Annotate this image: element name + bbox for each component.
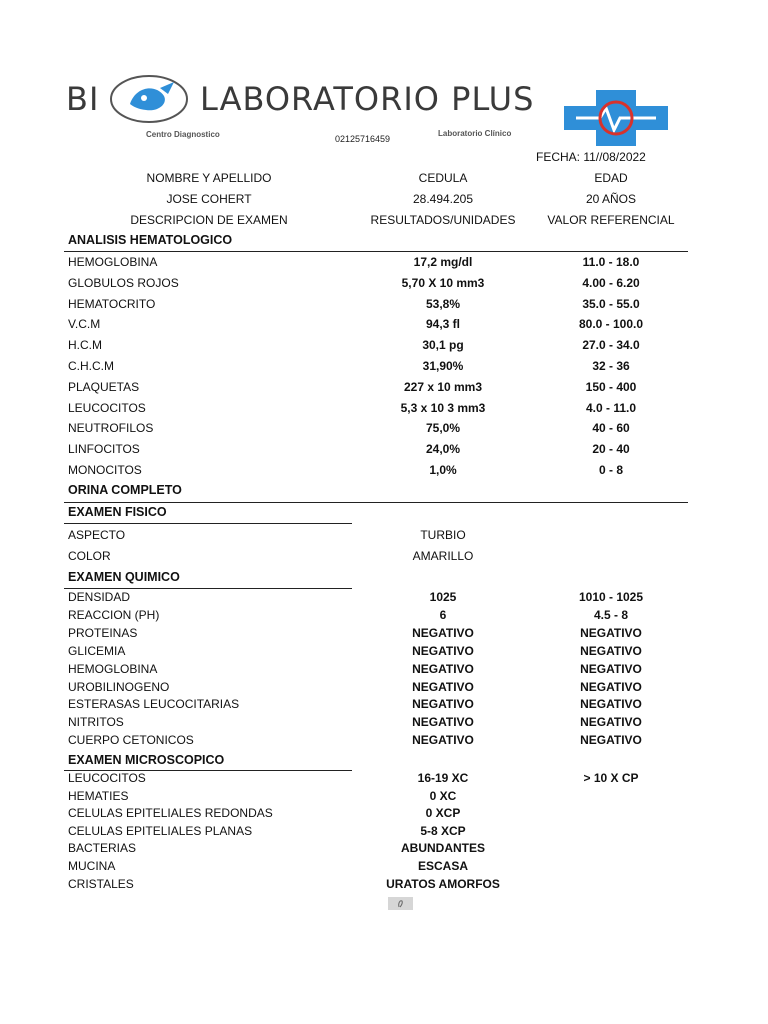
subtitle-left: Centro Diagnostico [146,130,220,139]
table-row: LEUCOCITOS 5,3 x 10 3 mm3 4.0 - 11.0 [68,400,637,415]
col-resultados: RESULTADOS/UNIDADES [370,213,516,227]
phone-number: 02125716459 [335,134,391,144]
row-test-name: PLAQUETAS [68,379,140,394]
medical-cross-icon [560,88,672,148]
section-hematologico: ANALISIS HEMATOLOGICO [68,233,233,247]
brand-right-text: LABORATORIO PLUS [200,80,535,118]
row-test-name: CUERPO CETONICOS [68,733,194,748]
row-test-name: GLOBULOS ROJOS [68,275,179,290]
row-test-name: REACCION (PH) [68,607,160,622]
label-cedula: CEDULA [418,171,468,185]
table-row: BACTERIAS ABUNDANTES [68,841,485,856]
table-row: DENSIDAD 1025 1010 - 1025 [68,590,644,604]
table-row: PROTEINAS NEGATIVO NEGATIVO [68,625,642,640]
table-row: CELULAS EPITELIALES PLANAS 5-8 XCP [68,823,466,838]
row-test-name: HEMOGLOBINA [68,255,158,269]
mouse-logo-icon [108,74,190,124]
table-row: HEMATIES 0 XC [68,788,457,803]
report-date: FECHA: 11//08/2022 [536,150,646,164]
row-test-name: ASPECTO [68,528,126,542]
row-test-name: C.H.C.M [68,359,114,373]
row-test-name: LINFOCITOS [68,442,140,457]
table-row: GLOBULOS ROJOS 5,70 X 10 mm3 4.00 - 6.20 [68,275,640,290]
row-test-name: NEUTROFILOS [68,421,154,436]
row-test-name: PROTEINAS [68,625,138,640]
subtitle-right: Laboratorio Clínico [438,129,512,138]
table-row: NEUTROFILOS 75,0% 40 - 60 [68,421,630,436]
divider-fisico [64,523,352,524]
row-test-name: UROBILINOGENO [68,679,170,694]
row-test-name: CRISTALES [68,876,134,891]
row-test-name: DENSIDAD [68,590,131,604]
row-test-name: CELULAS EPITELIALES PLANAS [68,823,253,838]
patient-edad: 20 AÑOS [585,192,637,206]
table-row: HEMOGLOBINA NEGATIVO NEGATIVO [68,661,642,676]
label-name: NOMBRE Y APELLIDO [146,171,272,185]
row-test-name: MONOCITOS [68,463,142,477]
table-row: COLOR AMARILLO [68,549,474,563]
row-test-name: GLICEMIA [68,643,126,658]
row-test-name: ESTERASAS LEUCOCITARIAS [68,697,240,712]
table-row: GLICEMIA NEGATIVO NEGATIVO [68,643,642,658]
col-descripcion: DESCRIPCION DE EXAMEN [130,213,288,227]
row-test-name: HEMOGLOBINA [68,661,158,676]
row-test-name: MUCINA [68,859,116,873]
attachment-icon [388,897,413,910]
table-row: ASPECTO TURBIO [68,528,466,542]
table-row: LEUCOCITOS 16-19 XC > 10 X CP [68,771,639,785]
col-referencial: VALOR REFERENCIAL [547,213,675,227]
row-test-name: V.C.M [68,317,101,332]
section-fisico: EXAMEN FISICO [68,505,167,519]
table-row: ESTERASAS LEUCOCITARIAS NEGATIVO NEGATIVO [68,697,642,712]
section-orina: ORINA COMPLETO [68,483,182,497]
section-quimico: EXAMEN QUIMICO [68,570,180,584]
table-row: C.H.C.M 31,90% 32 - 36 [68,359,630,373]
brand-left-text: BI [66,80,100,118]
table-row: REACCION (PH) 6 4.5 - 8 [68,607,629,622]
table-row: HEMOGLOBINA 17,2 mg/dl 11.0 - 18.0 [68,255,640,269]
table-row: CUERPO CETONICOS NEGATIVO NEGATIVO [68,733,642,748]
table-row: LINFOCITOS 24,0% 20 - 40 [68,442,630,457]
table-row: CRISTALES URATOS AMORFOS [68,876,500,891]
row-test-name: H.C.M [68,338,102,353]
divider-orina [64,502,688,503]
table-row: MUCINA ESCASA [68,859,469,873]
patient-cedula: 28.494.205 [412,192,474,206]
row-test-name: CELULAS EPITELIALES REDONDAS [68,806,273,821]
row-test-name: HEMATOCRITO [68,296,156,311]
divider-hematologico [64,251,688,252]
table-row: CELULAS EPITELIALES REDONDAS 0 XCP [68,806,461,821]
table-row: MONOCITOS 1,0% 0 - 8 [68,463,624,477]
divider-quimico [64,588,352,589]
row-test-name: BACTERIAS [68,841,137,856]
row-test-name: COLOR [68,549,111,563]
row-test-name: NITRITOS [68,715,124,730]
table-row: PLAQUETAS 227 x 10 mm3 150 - 400 [68,379,637,394]
row-test-name: LEUCOCITOS [68,400,146,415]
table-row: HEMATOCRITO 53,8% 35.0 - 55.0 [68,296,640,311]
table-row: UROBILINOGENO NEGATIVO NEGATIVO [68,679,642,694]
label-edad: EDAD [594,171,628,185]
row-test-name: HEMATIES [68,788,129,803]
patient-name: JOSE COHERT [166,192,252,206]
table-row: V.C.M 94,3 fl 80.0 - 100.0 [68,317,644,332]
table-row: NITRITOS NEGATIVO NEGATIVO [68,715,642,730]
table-row: H.C.M 30,1 pg 27.0 - 34.0 [68,338,640,353]
section-microscopico: EXAMEN MICROSCOPICO [68,753,225,767]
row-test-name: LEUCOCITOS [68,771,146,785]
